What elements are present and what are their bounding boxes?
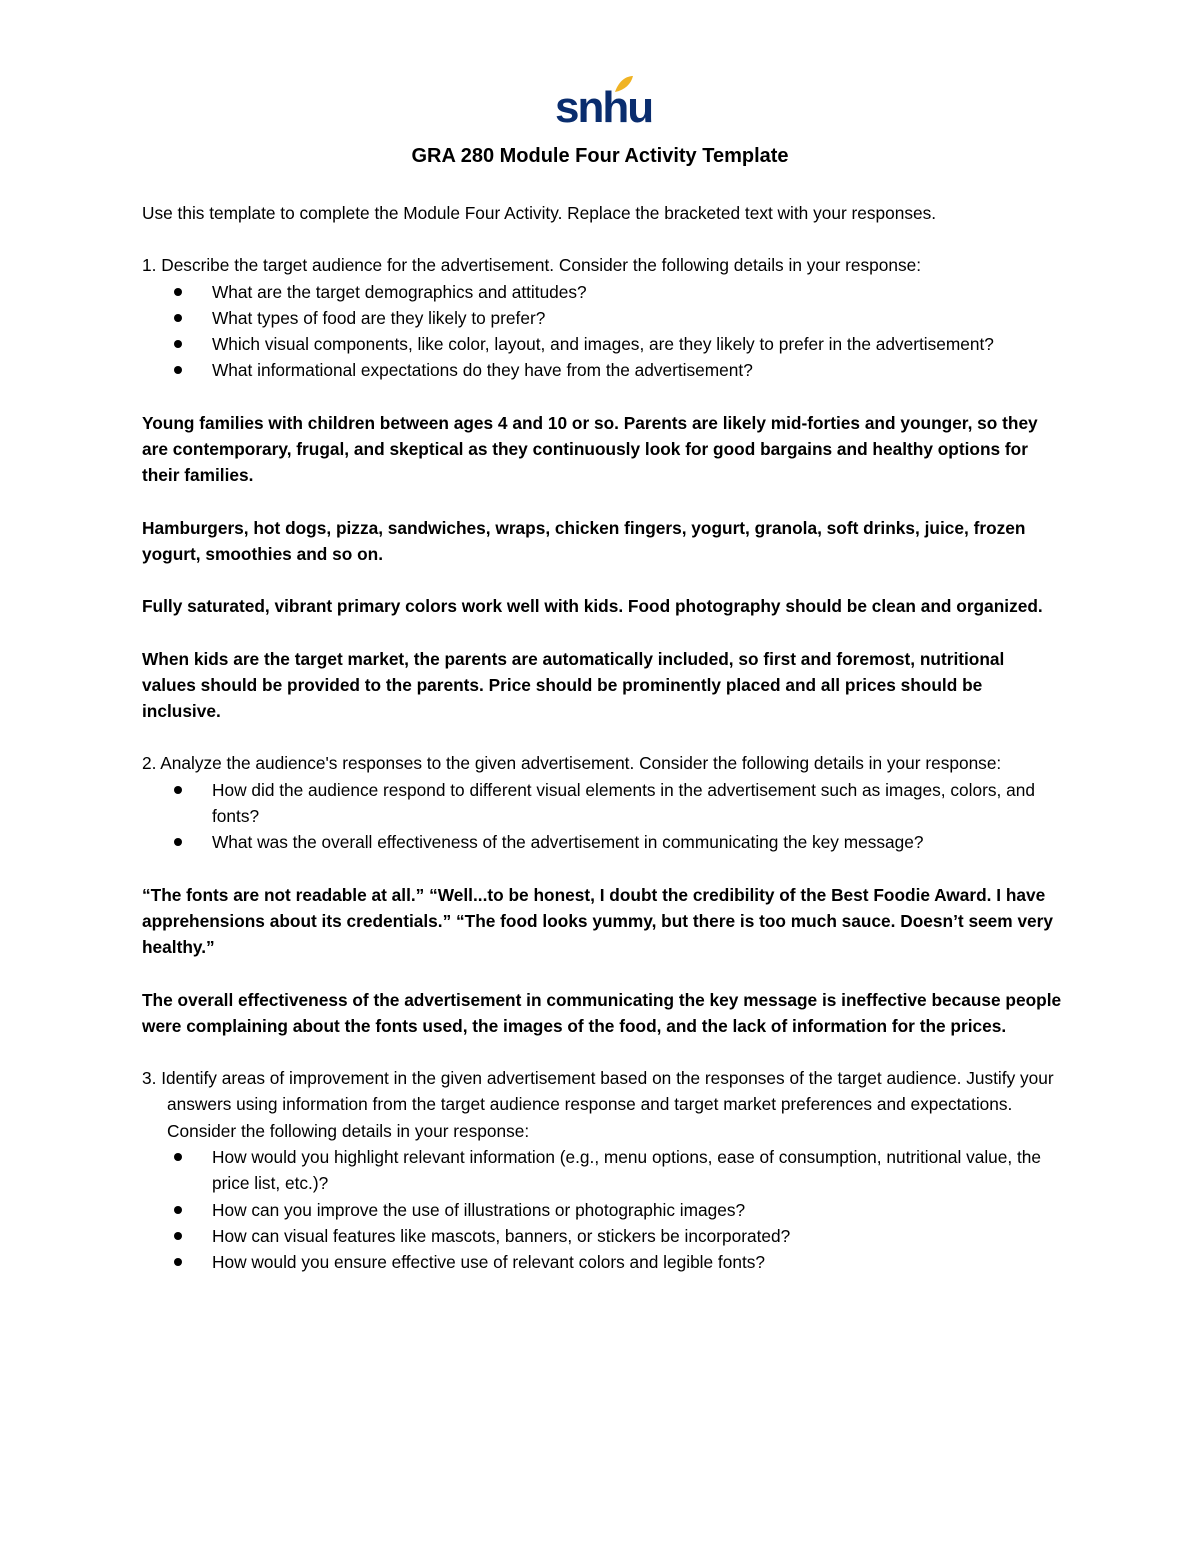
question-1-bullets [142, 279, 1062, 384]
bullet-icon [174, 314, 182, 322]
bullet-icon [174, 1153, 182, 1161]
bullet-icon [174, 838, 182, 846]
intro-text: Use this template to complete the Module Four Activity. Replace the bracketed text with your responses. [142, 203, 937, 223]
logo-wordmark: snhu [555, 83, 653, 132]
bullet-item: How did the audience respond to different visual elements in the advertisement such as images, colors, and fonts? [142, 777, 1062, 830]
bullet-item: How can visual features like mascots, banners, or stickers be incorporated? [142, 1223, 1062, 1249]
bullet-icon [174, 1232, 182, 1240]
snhu-logo [555, 74, 653, 132]
question-1: 1. Describe the target audience for the advertisement. Consider the following details in your response: [142, 255, 922, 276]
question-3: 3. Identify areas of improvement in the given advertisement based on the responses of the target audience. Justify your answers using information from the target audience response and target market preferences and expectations. Consider the following details in your response: [142, 1068, 1054, 1141]
document-title: GRA 280 Module Four Activity Template [411, 145, 789, 167]
bullet-item: What types of food are they likely to prefer? [142, 305, 1062, 331]
bullet-item: Which visual components, like color, layout, and images, are they likely to prefer in the advertisement? [142, 331, 1062, 357]
bullet-icon [174, 1206, 182, 1214]
bullet-icon [174, 786, 182, 794]
bullet-item: What are the target demographics and attitudes? [142, 279, 1062, 305]
bullet-icon [174, 288, 182, 296]
question-2: 2. Analyze the audience's responses to the given advertisement. Consider the following details in your response: [142, 753, 1002, 774]
bullet-icon [174, 340, 182, 348]
answer-paragraph: Fully saturated, vibrant primary colors work well with kids. Food photography should be clean and organized. [142, 596, 1043, 617]
answer-paragraph: Young families with children between ages 4 and 10 or so. Parents are likely mid-forties and younger, so they are contemporary, frugal, and skeptical as they continuously look for good bargains and healthy options for their families. [142, 412, 1038, 486]
bullet-item: How would you ensure effective use of relevant colors and legible fonts? [142, 1249, 1062, 1275]
bullet-item: What was the overall effectiveness of the advertisement in communicating the key message? [142, 829, 1062, 855]
bullet-icon [174, 366, 182, 374]
answer-paragraph: When kids are the target market, the parents are automatically included, so first and foremost, nutritional values should be provided to the parents. Price should be prominently placed and all prices should be inclusive. [142, 648, 1005, 722]
answer-paragraph: Hamburgers, hot dogs, pizza, sandwiches, wraps, chicken fingers, yogurt, granola, soft drinks, juice, frozen yogurt, smoothies and so on. [142, 517, 1026, 564]
question-2-bullets [142, 777, 1062, 856]
document-body [142, 200, 1062, 1276]
bullet-item: How would you highlight relevant information (e.g., menu options, ease of consumption, nutritional value, the price list, etc.)? [142, 1144, 1062, 1197]
bullet-item: What informational expectations do they have from the advertisement? [142, 357, 1062, 383]
answer-paragraph: The overall effectiveness of the advertisement in communicating the key message is ineffective because people were complaining about the fonts used, the images of the food, and the lack of information for the prices. [142, 989, 1062, 1036]
bullet-item: How can you improve the use of illustrations or photographic images? [142, 1197, 1062, 1223]
bullet-icon [174, 1258, 182, 1266]
answer-paragraph: “The fonts are not readable at all.” “Well...to be honest, I doubt the credibility of the Best Foodie Award. I have apprehensions about its credentials.” “The food looks yummy, but there is too much sauce. Doesn’t seem very healthy.” [142, 884, 1054, 958]
question-3-bullets [142, 1144, 1062, 1275]
